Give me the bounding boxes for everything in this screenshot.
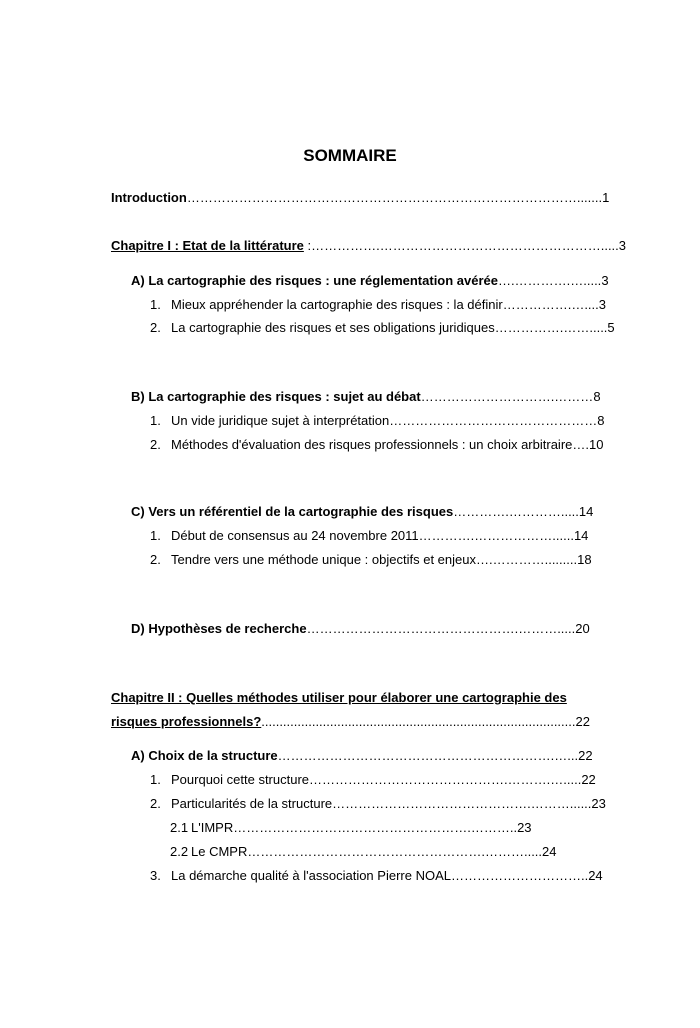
toc-entry-label: Un vide juridique sujet à interprétation — [171, 413, 390, 428]
leader-dots: ………………………………………….………..... — [306, 621, 576, 636]
toc-entry-chapitre-2-a-1[interactable] — [150, 770, 596, 790]
page-title: SOMMAIRE — [303, 146, 397, 165]
toc-entry-chapitre-2-a-2-1[interactable] — [170, 818, 532, 838]
item-number: 2. — [150, 437, 161, 452]
toc-entry-label: Chapitre II : Quelles méthodes utiliser pour élaborer une cartographie des — [111, 690, 567, 705]
leader-dots: ….………….…..... — [498, 273, 602, 288]
page-number: 22 — [575, 714, 590, 729]
page-number: 22 — [578, 748, 593, 763]
toc-entry-label: Pourquoi cette structure — [171, 772, 310, 787]
page-number: 8 — [593, 389, 601, 404]
toc-entry-label: Le CMPR — [191, 844, 248, 859]
item-number: 1. — [150, 528, 161, 543]
leader-dots: ……………………………………….……….…..... — [309, 772, 582, 787]
leader-dots: …………….……………………………………………..... — [311, 238, 619, 253]
page-number: 14 — [573, 528, 589, 543]
toc-entry-label: Début de consensus au 24 novembre 2011 — [171, 528, 419, 543]
toc-entry-label: B) La cartographie des risques : sujet au débat — [131, 389, 421, 404]
item-number: 3. — [150, 868, 161, 883]
leader-dots: ………………………………………………………………………………....... — [186, 190, 603, 205]
page-number: 23 — [591, 796, 606, 811]
leader-dots: ……………………………………………….………..... — [247, 844, 543, 859]
toc-entry-chapitre-1[interactable] — [111, 236, 626, 256]
toc-entry-label: Tendre vers une méthode unique : objectifs et enjeux — [171, 552, 476, 567]
page-number: 10 — [589, 437, 604, 452]
toc-entry-label: A) Choix de la structure — [131, 748, 278, 763]
page-number: 14 — [578, 504, 594, 519]
toc-entry-label: D) Hypothèses de recherche — [131, 621, 307, 636]
leader-dots: ……………………………………………….……….. — [233, 820, 518, 835]
leader-dots: ....................................................................................... — [261, 714, 576, 729]
item-number: 2. — [150, 320, 161, 335]
item-number: 2. — [150, 552, 161, 567]
page-number: 23 — [517, 820, 532, 835]
page-number: 20 — [575, 621, 590, 636]
page-number: 3 — [618, 238, 627, 253]
page-number: 3 — [601, 273, 609, 288]
toc-entry-section-a[interactable] — [131, 271, 609, 291]
toc-entry-label: La démarche qualité à l'association Pierre NOAL — [171, 868, 451, 883]
leader-dots: ………….………………...... — [418, 528, 574, 543]
leader-dots: …………….….... — [502, 297, 599, 312]
toc-entry-label: Particularités de la structure — [171, 796, 333, 811]
page-number: 24 — [542, 844, 557, 859]
toc-entry-introduction[interactable] — [111, 188, 609, 208]
toc-entry-c-2[interactable] — [150, 550, 592, 570]
page-number: 22 — [581, 772, 596, 787]
toc-entry-label-continued: risques professionnels? — [111, 714, 262, 729]
toc-entry-label: Méthodes d'évaluation des risques professionnels : un choix arbitraire — [171, 437, 573, 452]
page-number: 5 — [607, 320, 615, 335]
toc-entry-label: C) Vers un référentiel de la cartographie des risques — [131, 504, 454, 519]
toc-entry-section-c[interactable] — [131, 502, 593, 522]
leader-dots: …. — [572, 437, 589, 452]
toc-entry-section-b[interactable] — [131, 387, 601, 407]
leader-dots: ……………………………………………………….…... — [277, 748, 579, 763]
page-number: 3 — [598, 297, 606, 312]
toc-entry-c-1[interactable] — [150, 526, 588, 546]
toc-entry-label: La cartographie des risques et ses obligations juridiques — [171, 320, 495, 335]
toc-entry-section-d[interactable] — [131, 619, 590, 639]
item-number: 2.2 — [170, 844, 189, 859]
item-number: 1. — [150, 297, 161, 312]
item-number: 2.1 — [170, 820, 189, 835]
item-number: 2. — [150, 796, 161, 811]
label-separator: : — [303, 238, 312, 253]
leader-dots: ………….…………..... — [453, 504, 579, 519]
leader-dots: ………………………….. — [450, 868, 589, 883]
toc-entry-b-1[interactable] — [150, 411, 604, 431]
leader-dots: …………….……..... — [494, 320, 608, 335]
toc-entry-b-2[interactable] — [150, 435, 603, 455]
item-number: 1. — [150, 772, 161, 787]
toc-entry-chapitre-2-a-3[interactable] — [150, 866, 603, 886]
page-number: 24 — [588, 868, 603, 883]
page-number: 1 — [602, 190, 610, 205]
leader-dots: ………………………………………… — [389, 413, 598, 428]
toc-entry-label: Chapitre I : Etat de la littérature — [111, 238, 304, 253]
toc-entry-a-2[interactable] — [150, 318, 615, 338]
toc-entry-chapitre-2-line1[interactable] — [111, 688, 567, 708]
leader-dots: ……………………………………….………...... — [332, 796, 592, 811]
leader-dots: ………………………….……… — [420, 389, 594, 404]
toc-entry-chapitre-2-a-2[interactable] — [150, 794, 606, 814]
toc-entry-a-1[interactable] — [150, 295, 606, 315]
toc-entry-label: Mieux appréhender la cartographie des risques : la définir — [171, 297, 503, 312]
toc-entry-chapitre-2-a-2-2[interactable] — [170, 842, 557, 862]
leader-dots: ….…………......... — [475, 552, 578, 567]
page-number: 18 — [577, 552, 592, 567]
toc-entry-label: L'IMPR — [191, 820, 234, 835]
toc-entry-label: Introduction — [111, 190, 187, 205]
item-number: 1. — [150, 413, 161, 428]
toc-entry-label: A) La cartographie des risques : une réglementation avérée — [131, 273, 499, 288]
page-number: 8 — [597, 413, 605, 428]
toc-entry-chapitre-2-line2[interactable] — [111, 712, 590, 732]
toc-entry-chapitre-2-section-a[interactable] — [131, 746, 593, 766]
